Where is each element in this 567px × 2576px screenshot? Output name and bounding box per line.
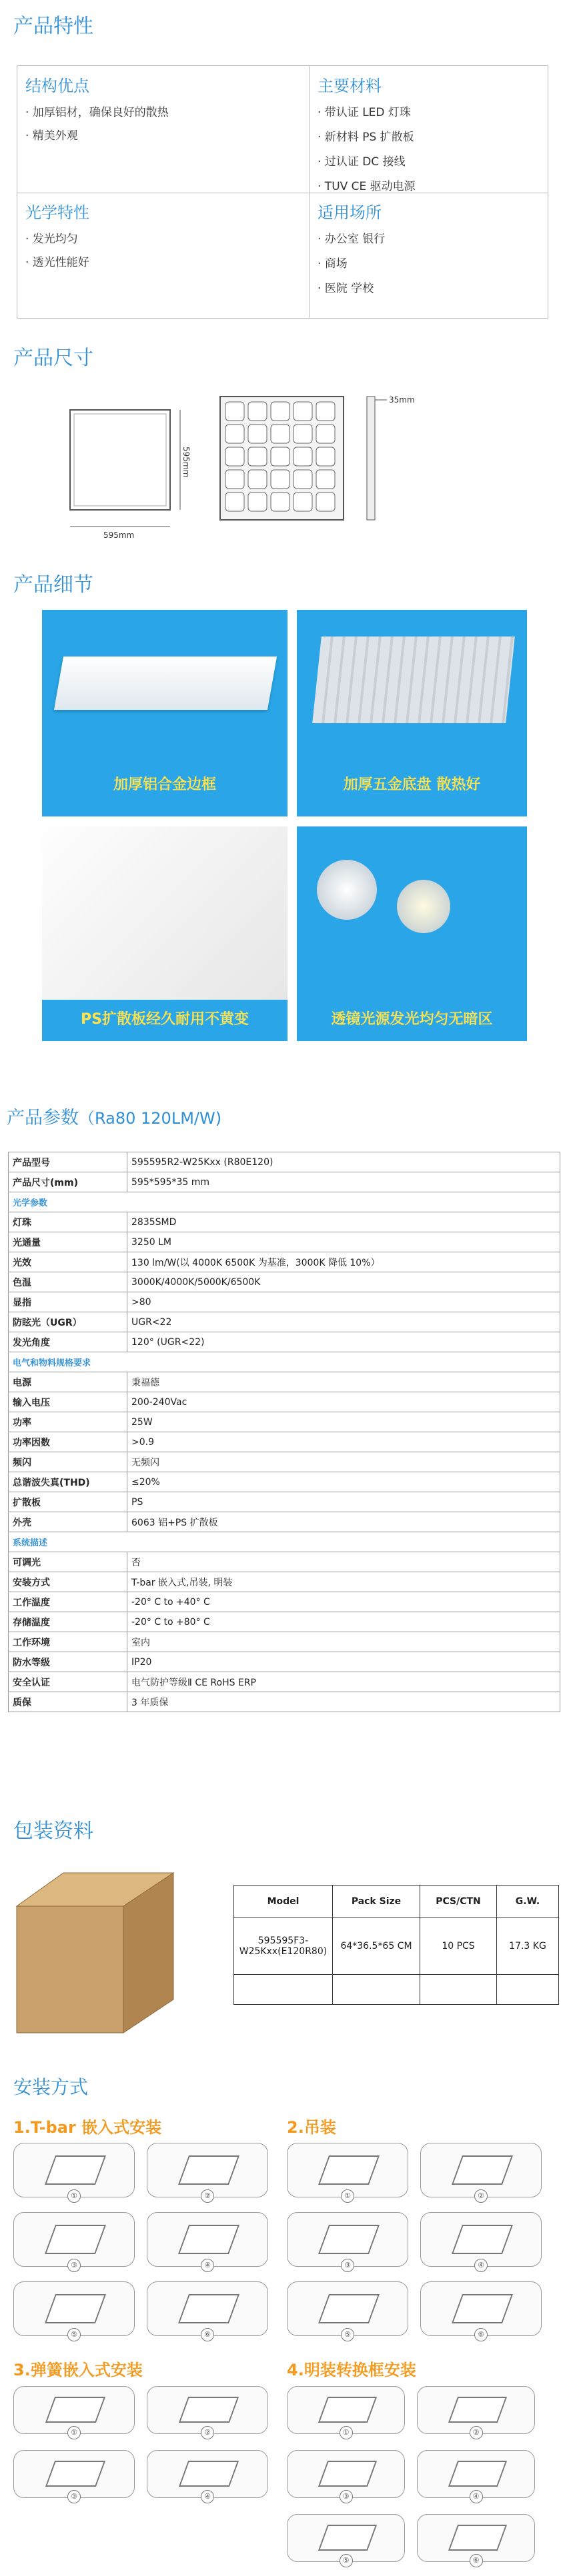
param-key: 质保	[9, 1692, 127, 1712]
grid-cell	[294, 493, 312, 511]
panel-illustration	[318, 2294, 380, 2323]
install-method-spring: 3.弹簧嵌入式安装	[13, 2361, 143, 2379]
table-row	[9, 1232, 560, 1252]
table-header: PCS/CTN	[420, 1886, 497, 1918]
panel-illustration	[45, 2461, 105, 2487]
param-value: -20° C to +40° C	[127, 1592, 560, 1612]
grid-cell	[316, 493, 335, 511]
grid-cell	[316, 470, 335, 489]
grid-cell	[316, 425, 335, 443]
grid-cell	[294, 470, 312, 489]
packaging-title: 包装资料	[13, 1820, 93, 1843]
param-key: 工作温度	[9, 1592, 127, 1612]
param-value: IP20	[127, 1652, 560, 1672]
grid-cell	[271, 447, 290, 466]
width-label: 595mm	[103, 531, 135, 540]
param-value: 否	[127, 1552, 560, 1572]
param-value: >80	[127, 1292, 560, 1312]
grid-cell	[225, 493, 244, 511]
carton-box-icon	[10, 1866, 183, 2039]
param-key: 安全认证	[9, 1672, 127, 1692]
feature-item: · 发光均匀	[25, 233, 78, 246]
table-group-row	[9, 1532, 560, 1552]
install-title: 安装方式	[13, 2076, 89, 2098]
step-number: ⑥	[201, 2328, 214, 2341]
panel-illustration	[448, 2461, 506, 2487]
height-label: 595mm	[181, 447, 191, 478]
table-row	[234, 1918, 559, 1975]
panel-illustration	[452, 2225, 513, 2254]
param-key: 外壳	[9, 1512, 127, 1532]
feature-block-structure	[25, 73, 306, 143]
step-number: ②	[470, 2426, 483, 2439]
params-table	[8, 1152, 560, 1712]
panel-illustration	[45, 2225, 106, 2254]
table-cell: 17.3 KG	[497, 1918, 559, 1975]
param-key: 存储温度	[9, 1612, 127, 1632]
param-value: 130 lm/W(以 4000K 6500K 为基准，3000K 降低 10%）	[127, 1252, 560, 1272]
group-label: 光学参数	[9, 1192, 560, 1212]
step-number: ⑥	[474, 2328, 488, 2341]
table-row	[9, 1312, 560, 1332]
panel-back-view	[220, 397, 344, 520]
param-key: 电源	[9, 1372, 127, 1392]
param-key: 功率	[9, 1412, 127, 1432]
grid-cell	[225, 447, 244, 466]
param-key: 可调光	[9, 1552, 127, 1572]
detail-photo-chassis	[297, 610, 527, 816]
group-label: 电气和物料规格要求	[9, 1352, 560, 1372]
feature-item: · 过认证 DC 接线	[318, 155, 406, 169]
grid-cell	[316, 402, 335, 421]
step-number: ①	[340, 2426, 353, 2439]
panel-illustration	[178, 2294, 239, 2323]
param-value: PS	[127, 1492, 560, 1512]
dimension-drawing	[63, 383, 437, 550]
table-row	[9, 1672, 560, 1692]
param-value: ≤20%	[127, 1472, 560, 1492]
panel-illustration	[452, 2155, 513, 2185]
table-row	[9, 1632, 560, 1652]
panel-image	[54, 656, 277, 710]
grid-cell	[248, 425, 267, 443]
param-value: 3000K/4000K/5000K/6500K	[127, 1272, 560, 1292]
table-row	[234, 1886, 559, 1918]
feature-heading: 主要材料	[318, 77, 382, 95]
param-key: 输入电压	[9, 1392, 127, 1412]
table-cell: 595595F3-W25Kxx(E120R80)	[234, 1918, 333, 1975]
table-cell: 10 PCS	[420, 1918, 497, 1975]
panel-illustration	[179, 2461, 239, 2487]
panel-illustration	[448, 2397, 506, 2423]
table-row	[9, 1392, 560, 1412]
table-row	[9, 1692, 560, 1712]
panel-illustration	[178, 2155, 239, 2185]
panel-illustration	[179, 2397, 239, 2423]
install-method-frame: 4.明装转换框安装	[287, 2361, 416, 2379]
step-number: ④	[201, 2259, 214, 2272]
table-row	[9, 1452, 560, 1472]
size-title: 产品尺寸	[13, 347, 93, 370]
feature-heading: 结构优点	[25, 77, 89, 95]
step-number: ④	[470, 2490, 483, 2503]
params-title	[7, 1103, 221, 1129]
panel-illustration	[178, 2225, 239, 2254]
detail-caption: 加厚五金底盘 散热好	[343, 776, 481, 793]
grid-cell	[225, 402, 244, 421]
feature-item: · 加厚铝材，确保良好的散热	[25, 106, 169, 119]
param-key: 功率因数	[9, 1432, 127, 1452]
feature-item: · 医院 学校	[318, 282, 374, 295]
lens-image	[317, 860, 377, 920]
group-label: 系统描述	[9, 1532, 560, 1552]
table-row	[9, 1272, 560, 1292]
step-number: ①	[67, 2189, 81, 2203]
grid-cell	[271, 493, 290, 511]
step-number: ③	[67, 2259, 81, 2272]
panel-illustration	[448, 2525, 506, 2551]
feature-heading: 适用场所	[318, 203, 382, 222]
grid-cell	[225, 470, 244, 489]
table-row	[9, 1152, 560, 1172]
param-value: >0.9	[127, 1432, 560, 1452]
table-row	[9, 1512, 560, 1532]
param-key: 防眩光（UGR）	[9, 1312, 127, 1332]
panel-illustration	[318, 2225, 380, 2254]
details-title: 产品细节	[13, 573, 93, 597]
panel-illustration	[318, 2155, 380, 2185]
param-key: 工作环境	[9, 1632, 127, 1652]
features-table	[17, 65, 548, 319]
param-key: 显指	[9, 1292, 127, 1312]
table-row	[9, 1552, 560, 1572]
feature-heading: 光学特性	[25, 203, 89, 222]
lens-image	[397, 880, 450, 933]
step-number: ⑤	[340, 2554, 353, 2567]
table-row	[9, 1472, 560, 1492]
param-key: 光效	[9, 1252, 127, 1272]
grid-cell	[271, 470, 290, 489]
table-row	[9, 1572, 560, 1592]
detail-caption: 透镜光源发光均匀无暗区	[331, 1011, 493, 1028]
params-title-main: 产品参数	[7, 1108, 79, 1128]
param-value: 25W	[127, 1412, 560, 1432]
params-subtitle: （Ra80 120LM/W)	[79, 1109, 222, 1128]
step-number: ①	[341, 2189, 354, 2203]
param-value: 2835SMD	[127, 1212, 560, 1232]
detail-photo-lens	[297, 826, 527, 1041]
param-key: 产品型号	[9, 1152, 127, 1172]
feature-item: · TUV CE 驱动电源	[318, 180, 416, 193]
feature-block-optical	[25, 199, 306, 269]
table-row	[234, 1975, 559, 2005]
param-value: 室内	[127, 1632, 560, 1652]
grid-cell	[271, 425, 290, 443]
table-row	[9, 1292, 560, 1312]
param-value: 595*595*35 mm	[127, 1172, 560, 1192]
param-value: T-bar 嵌入式,吊装, 明装	[127, 1572, 560, 1592]
grid-cell	[294, 425, 312, 443]
feature-item: · 透光性能好	[25, 256, 89, 269]
panel-side-view	[367, 397, 375, 520]
feature-item: · 精美外观	[25, 129, 78, 143]
param-value: 3250 LM	[127, 1232, 560, 1252]
table-group-row	[9, 1192, 560, 1212]
table-row	[9, 1332, 560, 1352]
grid-cell	[271, 402, 290, 421]
param-value: 200-240Vac	[127, 1392, 560, 1412]
divider	[309, 66, 310, 318]
grid-cell	[225, 425, 244, 443]
panel-illustration	[318, 2461, 376, 2487]
param-key: 灯珠	[9, 1212, 127, 1232]
table-row	[9, 1652, 560, 1672]
grid-cell	[248, 447, 267, 466]
step-number: ④	[201, 2490, 214, 2503]
step-number: ③	[341, 2259, 354, 2272]
features-title: 产品特性	[13, 15, 93, 38]
feature-item: · 商场	[318, 257, 348, 271]
table-row	[9, 1592, 560, 1612]
table-row	[9, 1252, 560, 1272]
step-number: ⑤	[67, 2328, 81, 2341]
step-number: ④	[474, 2259, 488, 2272]
panel-illustration	[318, 2397, 376, 2423]
param-value: UGR<22	[127, 1312, 560, 1332]
param-key: 防水等级	[9, 1652, 127, 1672]
param-key: 色温	[9, 1272, 127, 1292]
feature-item: · 带认证 LED 灯珠	[318, 106, 411, 119]
step-number: ⑥	[470, 2554, 483, 2567]
step-number: ②	[474, 2189, 488, 2203]
chassis-image	[312, 637, 515, 723]
step-number: ①	[67, 2426, 81, 2439]
param-value: 秉福德	[127, 1372, 560, 1392]
step-number: ③	[340, 2490, 353, 2503]
grid-cell	[294, 447, 312, 466]
table-cell: 64*36.5*65 CM	[333, 1918, 420, 1975]
table-row	[9, 1212, 560, 1232]
param-key: 总谐波失真(THD)	[9, 1472, 127, 1492]
panel-illustration	[45, 2155, 106, 2185]
table-header: Pack Size	[333, 1886, 420, 1918]
table-row	[9, 1372, 560, 1392]
panel-illustration	[318, 2525, 376, 2551]
step-number: ③	[67, 2490, 81, 2503]
table-row	[9, 1492, 560, 1512]
detail-caption: 加厚铝合金边框	[113, 776, 216, 793]
grid-cell	[248, 470, 267, 489]
table-group-row	[9, 1352, 560, 1372]
feature-item: · 办公室 银行	[318, 233, 386, 246]
param-value: 6063 铝+PS 扩散板	[127, 1512, 560, 1532]
table-row	[9, 1432, 560, 1452]
feature-block-materials	[318, 73, 544, 193]
grid-cell	[294, 402, 312, 421]
param-key: 频闪	[9, 1452, 127, 1472]
install-method-hanging: 2.吊装	[287, 2118, 336, 2137]
table-header: G.W.	[497, 1886, 559, 1918]
step-number: ⑤	[341, 2328, 354, 2341]
param-value: -20° C to +80° C	[127, 1612, 560, 1632]
param-value: 3 年质保	[127, 1692, 560, 1712]
detail-photo-diffuser	[42, 826, 288, 1041]
panel-illustration	[45, 2397, 105, 2423]
detail-caption: PS扩散板经久耐用不黄变	[81, 1011, 249, 1028]
panel-illustration	[452, 2294, 513, 2323]
param-key: 发光角度	[9, 1332, 127, 1352]
panel-front-view	[70, 410, 170, 510]
param-key: 安装方式	[9, 1572, 127, 1592]
grid-cell	[248, 493, 267, 511]
grid-cell	[248, 402, 267, 421]
detail-photo-frame	[42, 610, 288, 816]
feature-item: · 新材料 PS 扩散板	[318, 131, 414, 144]
table-row	[9, 1172, 560, 1192]
step-number: ②	[201, 2426, 214, 2439]
feature-block-places	[318, 199, 544, 295]
packaging-table	[233, 1885, 559, 2005]
param-key: 产品尺寸(mm)	[9, 1172, 127, 1192]
grid-cell	[316, 447, 335, 466]
param-value: 电气防护等级Ⅱ CE RoHS ERP	[127, 1672, 560, 1692]
param-value: 120° (UGR<22)	[127, 1332, 560, 1352]
param-key: 光通量	[9, 1232, 127, 1252]
install-method-tbar: 1.T-bar 嵌入式安装	[13, 2118, 162, 2137]
depth-label: 35mm	[389, 395, 415, 405]
param-value: 595595R2-W25Kxx (R80E120)	[127, 1152, 560, 1172]
table-row	[9, 1412, 560, 1432]
param-key: 扩散板	[9, 1492, 127, 1512]
step-number: ②	[201, 2189, 214, 2203]
table-row	[9, 1612, 560, 1632]
diffuser-image	[42, 826, 288, 1000]
panel-illustration	[45, 2294, 106, 2323]
table-header: Model	[234, 1886, 333, 1918]
param-value: 无频闪	[127, 1452, 560, 1472]
